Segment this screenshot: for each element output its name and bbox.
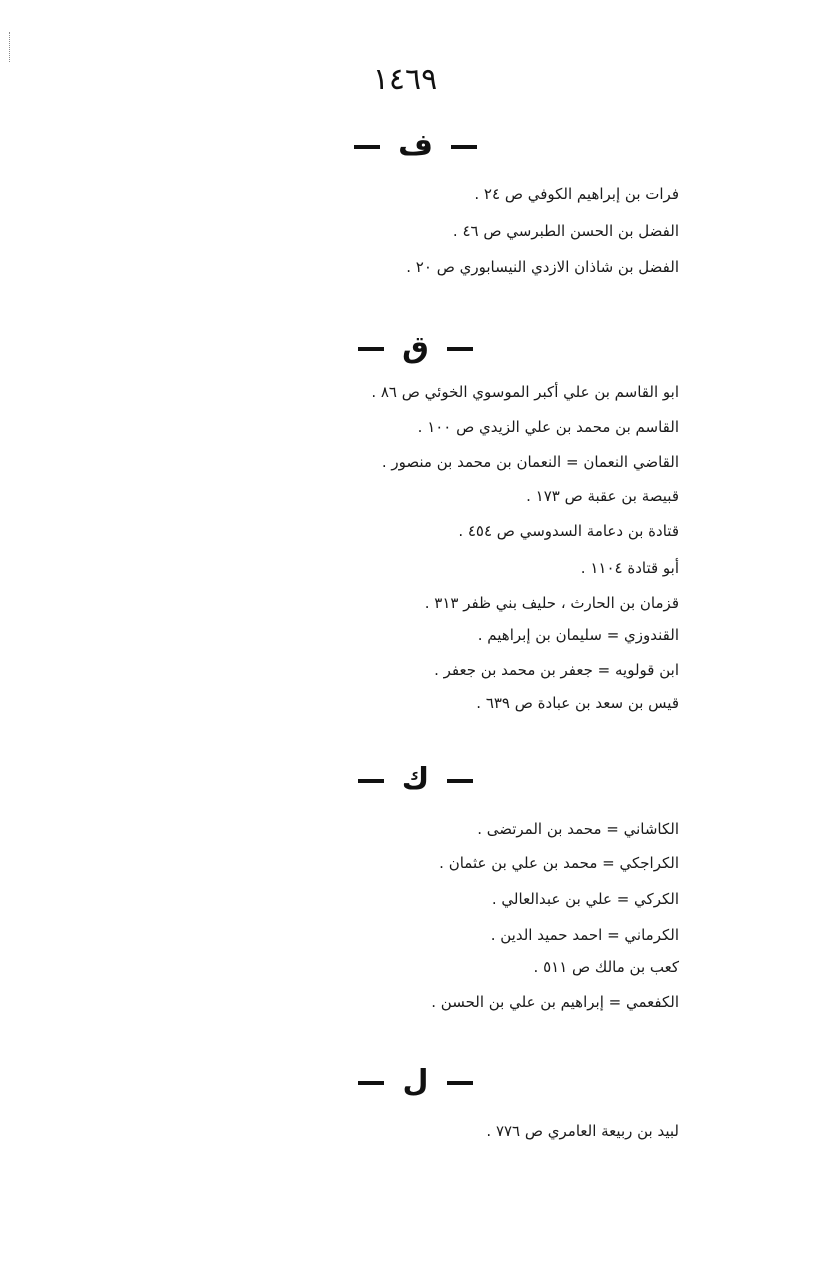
index-entry: الكراجكي = محمد بن علي بن عثمان . xyxy=(439,854,679,872)
section-header-lam xyxy=(0,1064,831,1099)
index-entry: ابن قولويه = جعفر بن محمد بن جعفر . xyxy=(434,661,679,679)
index-entry: الكرماني = احمد حميد الدين . xyxy=(490,926,679,944)
index-entry: قزمان بن الحارث ، حليف بني ظفر ٣١٣ . xyxy=(424,594,679,612)
header-dash xyxy=(447,779,473,783)
index-entry: الكركي = علي بن عبدالعالي . xyxy=(491,890,679,908)
index-entry: أبو قتادة ١١٠٤ . xyxy=(580,559,679,577)
index-entry: الكفعمي = إبراهيم بن علي بن الحسن . xyxy=(431,993,679,1011)
header-dash xyxy=(447,1081,473,1085)
scan-edge-mark xyxy=(9,32,12,62)
section-letter: ف xyxy=(398,128,433,163)
index-entry: الفضل بن الحسن الطبرسي ص ٤٦ . xyxy=(452,222,679,240)
index-entry: قتادة بن دعامة السدوسي ص ٤٥٤ . xyxy=(458,522,679,540)
header-dash xyxy=(358,779,384,783)
index-entry: القندوزي = سليمان بن إبراهيم . xyxy=(477,626,679,644)
header-dash xyxy=(451,145,477,149)
section-letter: ل xyxy=(402,1064,429,1099)
index-entry: قبيصة بن عقبة ص ١٧٣ . xyxy=(526,487,679,505)
index-entry: الكاشاني = محمد بن المرتضى . xyxy=(477,820,679,838)
section-letter: ق xyxy=(402,330,429,365)
section-letter: ك xyxy=(401,762,430,797)
header-dash xyxy=(358,347,384,351)
section-header-kaf xyxy=(0,762,831,797)
index-entry: القاضي النعمان = النعمان بن محمد بن منصور . xyxy=(381,453,679,471)
index-entry: كعب بن مالك ص ٥١١ . xyxy=(533,958,679,976)
header-dash xyxy=(354,145,380,149)
index-entry: القاسم بن محمد بن علي الزيدي ص ١٠٠ . xyxy=(417,418,679,436)
index-entry: فرات بن إبراهيم الكوفي ص ٢٤ . xyxy=(474,185,679,203)
index-entry: الفضل بن شاذان الازدي النيسابوري ص ٢٠ . xyxy=(406,258,679,276)
header-dash xyxy=(447,347,473,351)
index-entry: قيس بن سعد بن عبادة ص ٦٣٩ . xyxy=(476,694,679,712)
header-dash xyxy=(358,1081,384,1085)
index-entry: ابو القاسم بن علي أكبر الموسوي الخوئي ص ٨٦ . xyxy=(371,383,679,401)
section-header-fa xyxy=(0,128,831,163)
page-number: ١٤٦٩ xyxy=(372,62,438,97)
section-header-qaf xyxy=(0,330,831,365)
index-entry: لبيد بن ربيعة العامري ص ٧٧٦ . xyxy=(486,1122,679,1140)
